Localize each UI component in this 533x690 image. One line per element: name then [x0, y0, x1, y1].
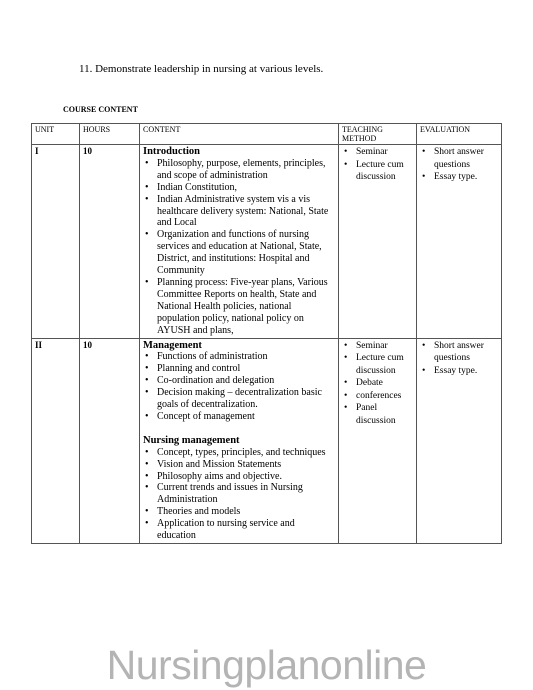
- teaching-method-list: [342, 146, 413, 184]
- list-item: • Lecture cum discussion: [342, 159, 413, 184]
- list-item: • Indian Constitution,: [143, 182, 335, 194]
- header-hours: HOURS: [80, 124, 140, 145]
- hours-cell: 10: [80, 338, 140, 544]
- objective-line: 11. Demonstrate leadership in nursing at various levels.: [79, 63, 324, 75]
- evaluation-cell: [417, 145, 502, 339]
- teaching-method-cell: [339, 338, 417, 544]
- course-content-heading: COURSE CONTENT: [63, 105, 138, 114]
- list-item: • Planning and control: [143, 363, 335, 375]
- table-header-row: [32, 124, 502, 145]
- list-item: • Co-ordination and delegation: [143, 375, 335, 387]
- watermark-text: Nursingplanonline: [106, 642, 427, 688]
- list-item: • Debate: [342, 377, 413, 390]
- teaching-method-cell: [339, 145, 417, 339]
- list-item: • Vision and Mission Statements: [143, 459, 335, 471]
- list-item: • conferences: [342, 390, 413, 403]
- content-list: [143, 447, 335, 542]
- list-item: • Functions of administration: [143, 351, 335, 363]
- content-list: [143, 351, 335, 422]
- evaluation-list: [420, 340, 498, 378]
- content-section-title: Introduction: [143, 146, 200, 157]
- list-item: • Planning process: Five-year plans, Various Committee Reports on health, State and National Health policies, national population policy, national policy on AYUSH and plans,: [143, 277, 335, 337]
- unit-cell: II: [32, 338, 80, 544]
- list-item: • Essay type.: [420, 171, 498, 184]
- list-item: • Seminar: [342, 340, 413, 353]
- content-cell: [140, 145, 339, 339]
- table-body: [32, 145, 502, 544]
- list-item: • Indian Administrative system vis a vis healthcare delivery system: National, State and Local: [143, 194, 335, 230]
- content-section-title: Nursing management: [143, 434, 240, 446]
- evaluation-cell: [417, 338, 502, 544]
- header-unit: UNIT: [32, 124, 80, 145]
- list-item: • Organization and functions of nursing services and education at National, State, District, and institutions: Hospital and Community: [143, 229, 335, 277]
- list-item: • Current trends and issues in Nursing Administration: [143, 482, 335, 506]
- list-item: • Short answer questions: [420, 340, 498, 365]
- list-item: • Philosophy aims and objective.: [143, 471, 335, 483]
- list-item: • Concept of management: [143, 411, 335, 423]
- list-item: • Seminar: [342, 146, 413, 159]
- list-item: • Application to nursing service and education: [143, 518, 335, 542]
- evaluation-list: [420, 146, 498, 184]
- table-row: [32, 145, 502, 339]
- list-item: • Short answer questions: [420, 146, 498, 171]
- list-item: • Decision making – decentralization basic goals of decentralization.: [143, 387, 335, 411]
- teaching-method-list: [342, 340, 413, 428]
- header-evaluation: EVALUATION: [417, 124, 502, 145]
- list-item: • Essay type.: [420, 365, 498, 378]
- header-teaching-method: TEACHING METHOD: [339, 124, 417, 145]
- list-item: • Concept, types, principles, and techniques: [143, 447, 335, 459]
- content-cell: [140, 338, 339, 544]
- hours-cell: 10: [80, 145, 140, 339]
- list-item: • Philosophy, purpose, elements, principles, and scope of administration: [143, 158, 335, 182]
- list-item: • Theories and models: [143, 506, 335, 518]
- header-content: CONTENT: [140, 124, 339, 145]
- list-item: • Lecture cum discussion: [342, 352, 413, 377]
- table-row: [32, 338, 502, 544]
- list-item: • Panel discussion: [342, 402, 413, 427]
- course-content-table: [31, 123, 502, 544]
- content-list: [143, 158, 335, 337]
- unit-cell: I: [32, 145, 80, 339]
- content-section-title: Management: [143, 339, 202, 351]
- section-spacer: [143, 423, 335, 435]
